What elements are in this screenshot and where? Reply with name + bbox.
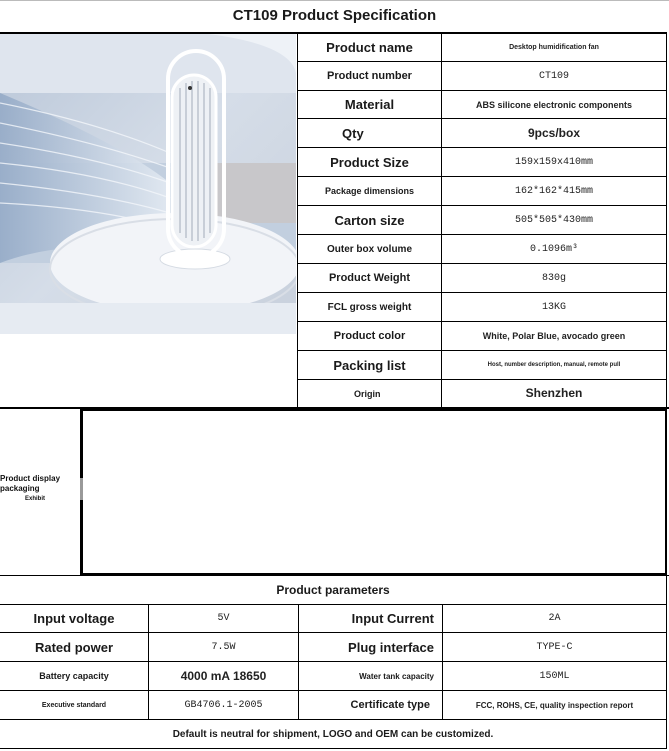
spec-label: Package dimensions bbox=[324, 186, 415, 196]
spec-value: White, Polar Blue, avocado green bbox=[482, 331, 626, 341]
spec-value: 830g bbox=[541, 272, 566, 284]
param-value: 5V bbox=[217, 613, 230, 624]
spec-value: 9pcs/box bbox=[527, 126, 581, 140]
parameters-heading: Product parameters bbox=[276, 583, 390, 597]
spec-label: Packing list bbox=[333, 357, 406, 373]
divider bbox=[666, 32, 667, 408]
spec-label: Outer box volume bbox=[326, 243, 412, 255]
spec-value: Desktop humidification fan bbox=[509, 44, 599, 51]
display-image-box bbox=[81, 409, 667, 575]
param-label: Input Current bbox=[351, 611, 434, 626]
display-label: Product display packaging bbox=[0, 474, 61, 493]
spec-label: Origin bbox=[354, 388, 381, 399]
param-value: FCC, ROHS, CE, quality inspection report bbox=[475, 700, 634, 710]
spec-value: Host, number description, manual, remote pull bbox=[487, 362, 621, 368]
scroll-marker bbox=[80, 478, 83, 500]
spec-value: 13KG bbox=[541, 301, 566, 313]
spec-value: Shenzhen bbox=[525, 386, 583, 400]
display-sublabel: Exhibit bbox=[25, 496, 46, 502]
param-value: 150ML bbox=[539, 670, 570, 682]
spec-label: Product color bbox=[333, 330, 406, 342]
param-value: TYPE-C bbox=[536, 641, 573, 653]
spec-value: 159x159x410mm bbox=[514, 156, 593, 168]
spec-value: 162*162*415mm bbox=[514, 185, 593, 197]
param-label: Rated power bbox=[34, 639, 113, 655]
divider bbox=[0, 748, 667, 749]
spec-value: ABS silicone electronic components bbox=[475, 99, 633, 110]
param-value: 2A bbox=[548, 613, 561, 624]
footer-note: Default is neutral for shipment, LOGO and OEM can be customized. bbox=[172, 728, 494, 740]
spec-value: CT109 bbox=[538, 70, 569, 82]
page-title: CT109 Product Specification bbox=[0, 0, 669, 30]
spec-label: FCL gross weight bbox=[327, 301, 412, 313]
divider bbox=[666, 575, 667, 749]
product-photo bbox=[0, 33, 296, 334]
param-value: 7.5W bbox=[211, 641, 236, 653]
spec-label: Product Size bbox=[330, 154, 409, 170]
param-label: Plug interface bbox=[348, 639, 434, 655]
param-label: Battery capacity bbox=[39, 671, 109, 681]
spec-value: 505*505*430mm bbox=[514, 214, 593, 226]
param-value: 4000 mA 18650 bbox=[180, 669, 267, 683]
param-value: GB4706.1-2005 bbox=[184, 699, 263, 711]
param-label: Executive standard bbox=[41, 701, 107, 709]
spec-label: Product name bbox=[326, 40, 413, 55]
spec-label: Product number bbox=[327, 70, 412, 82]
param-label: Certificate type bbox=[350, 699, 430, 711]
spec-label: Material bbox=[344, 97, 395, 112]
param-label: Input voltage bbox=[33, 611, 115, 626]
param-label: Water tank capacity bbox=[359, 671, 434, 681]
spec-value: 0.1096m³ bbox=[529, 243, 578, 255]
spec-label: Product Weight bbox=[328, 272, 411, 284]
spec-label: Qty bbox=[342, 125, 364, 141]
spec-label: Carton size bbox=[334, 212, 405, 228]
